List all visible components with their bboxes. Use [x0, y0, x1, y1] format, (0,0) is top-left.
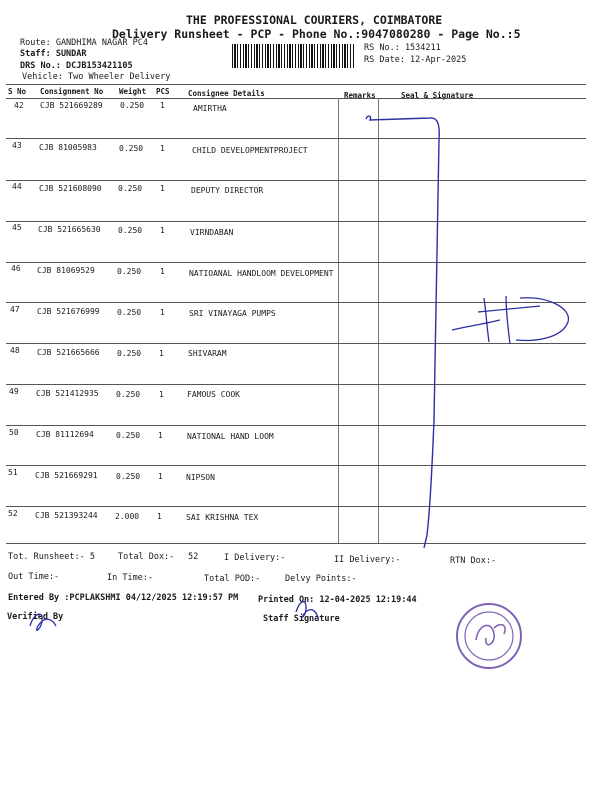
row-consignee: AMIRTHA [193, 104, 227, 113]
row-pcs: 1 [157, 512, 162, 521]
row-consignment: CJB 81069529 [37, 266, 95, 275]
signature-line-stroke [366, 116, 439, 548]
row-consignment: CJB 521608090 [39, 184, 102, 193]
col-consignment: Consignment No [40, 87, 104, 96]
runsheet-subtitle: Delivery Runsheet - PCP - Phone No.:9047080280 - Page No.:5 [112, 27, 521, 41]
row-pcs: 1 [159, 390, 164, 399]
row-weight: 0.250 [116, 472, 141, 481]
staff-label: Staff: SUNDAR [20, 49, 87, 59]
total-dox-label: Total Dox:- [118, 552, 175, 562]
i-delivery: I Delivery:- [224, 553, 286, 563]
row-weight: 0.250 [118, 226, 143, 235]
staff-signature [296, 602, 318, 618]
staff-signature-label: Staff Signature [263, 614, 340, 624]
out-time: Out Time:- [8, 572, 60, 582]
col-seal-signature: Seal & Signature [401, 91, 474, 100]
row-consignee: DEPUTY DIRECTOR [191, 186, 264, 195]
row-weight: 0.250 [116, 390, 141, 399]
row-sno: 48 [10, 346, 20, 355]
row-pcs: 1 [160, 226, 165, 235]
entered-by: Entered By :PCPLAKSHMI 04/12/2025 12:19:57 PM [8, 593, 239, 603]
row-consignee: SHIVARAM [188, 349, 227, 358]
row-weight: 0.250 [116, 431, 141, 440]
row-sno: 50 [9, 428, 19, 437]
row-sno: 44 [12, 182, 22, 191]
row-consignment: CJB 521676999 [37, 307, 100, 316]
row-pcs: 1 [158, 431, 163, 440]
printed-on: Printed On: 12-04-2025 12:19:44 [258, 595, 417, 605]
row-consignment: CJB 521669289 [40, 101, 103, 110]
row-consignee: VIRNDABAN [190, 228, 234, 237]
row-weight: 0.250 [118, 184, 143, 193]
row-sno: 47 [10, 305, 20, 314]
verified-by: Verified By [7, 612, 64, 622]
verified-signature [30, 614, 56, 630]
row-consignment: CJB 521665666 [37, 348, 100, 357]
row-consignment: CJB 81112694 [36, 430, 94, 439]
row-consignee: SRI VINAYAGA PUMPS [189, 309, 276, 318]
row-pcs: 1 [158, 472, 163, 481]
row-weight: 2.000 [115, 512, 140, 521]
row-weight: 0.250 [117, 349, 142, 358]
col-sno: S No [8, 87, 27, 96]
col-weight: Weight [119, 87, 147, 96]
vehicle-label: Vehicle: Two Wheeler Delivery [22, 72, 171, 82]
route-label: Route: GANDHIMA NAGAR PC4 [20, 38, 148, 48]
row-sno: 49 [9, 387, 19, 396]
row-sno: 46 [11, 264, 21, 273]
total-pod: Total POD:- [204, 574, 261, 584]
row-weight: 0.250 [119, 144, 144, 153]
row-consignment: CJB 521393244 [35, 511, 98, 520]
col-pcs: PCS [156, 87, 170, 96]
rs-number: RS No.: 1534211 [364, 43, 441, 53]
row-consignment: CJB 521412935 [36, 389, 99, 398]
row-consignee: NIPSON [186, 473, 215, 482]
row-pcs: 1 [160, 308, 165, 317]
drs-label: DRS No.: DCJB153421105 [20, 61, 133, 71]
company-title: THE PROFESSIONAL COURIERS, COIMBATORE [186, 13, 443, 27]
row-pcs: 1 [160, 184, 165, 193]
row-consignee: FAMOUS COOK [187, 390, 240, 399]
total-dox-value: 52 [188, 552, 199, 562]
row-sno: 51 [8, 468, 18, 477]
ii-delivery: II Delivery:- [334, 555, 401, 565]
rs-date: RS Date: 12-Apr-2025 [364, 55, 467, 65]
row-weight: 0.250 [120, 101, 145, 110]
row-consignment: CJB 521669291 [35, 471, 98, 480]
row-pcs: 1 [160, 144, 165, 153]
col-remarks: Remarks [344, 91, 376, 100]
row-sno: 52 [8, 509, 18, 518]
row-consignment: CJB 521665630 [38, 225, 101, 234]
row-consignee: NATIOANAL HANDLOOM DEVELOPMENT [189, 269, 334, 278]
row-pcs: 1 [159, 349, 164, 358]
row-consignee: CHILD DEVELOPMENTPROJECT [192, 146, 308, 155]
col-consignee: Consignee Details [188, 89, 265, 98]
row-weight: 0.250 [117, 308, 142, 317]
row-consignee: SAI KRISHNA TEX [186, 513, 259, 522]
company-stamp [457, 604, 521, 668]
row-consignee: NATIONAL HAND LOOM [187, 432, 274, 441]
row-weight: 0.250 [117, 267, 142, 276]
row-sno: 43 [12, 141, 22, 150]
delvy-points: Delvy Points:- [285, 574, 357, 584]
row-pcs: 1 [160, 267, 165, 276]
in-time: In Time:- [107, 573, 154, 583]
row-sno: 42 [14, 101, 24, 110]
total-runsheet: Tot. Runsheet:- 5 [8, 552, 95, 562]
rtn-dox: RTN Dox:- [450, 556, 497, 566]
row-consignment: CJB 81005983 [39, 143, 97, 152]
row-pcs: 1 [160, 101, 165, 110]
signature-scribble [452, 296, 568, 344]
row-sno: 45 [12, 223, 22, 232]
